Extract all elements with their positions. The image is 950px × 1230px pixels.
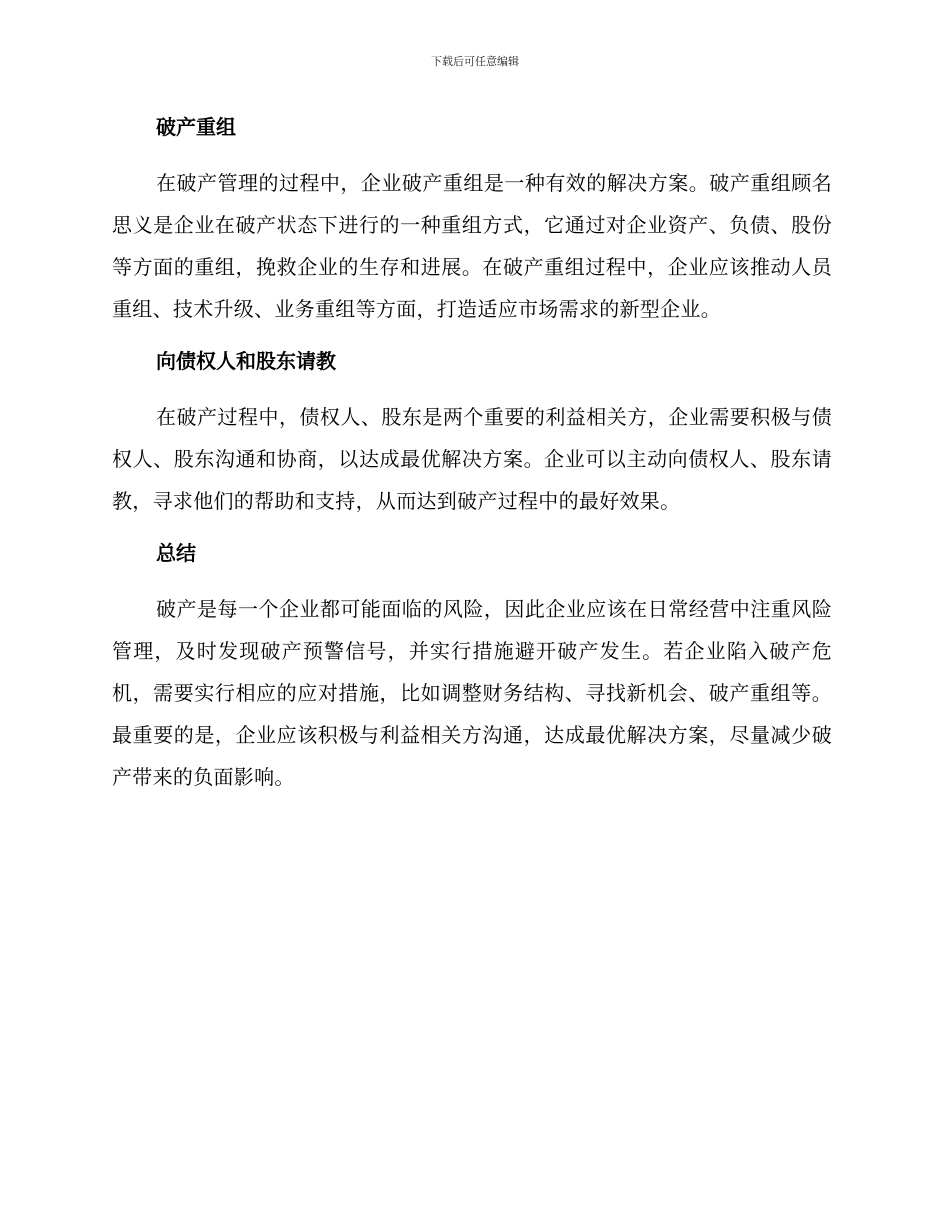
section-heading-bankruptcy-reorganization: 破产重组 xyxy=(156,115,236,139)
section-paragraph-bankruptcy-reorganization: 在破产管理的过程中，企业破产重组是一种有效的解决方案。破产重组顾名思义是企业在破产状态下进行的一种重组方式，它通过对企业资产、负债、股份等方面的重组，挽救企业的生存和进展。在破产重组过程中，企业应该推动人员重组、技术升级、业务重组等方面，打造适应市场需求的新型企业。 xyxy=(112,171,832,321)
page-header: 下载后可任意编辑 xyxy=(431,55,519,68)
document-body xyxy=(112,110,832,798)
section-paragraph-consult-creditors-shareholders: 在破产过程中，债权人、股东是两个重要的利益相关方，企业需要积极与债权人、股东沟通和协商，以达成最优解决方案。企业可以主动向债权人、股东请教，寻求他们的帮助和支持，从而达到破产过程中的最好效果。 xyxy=(112,405,832,513)
section-heading-consult-creditors-shareholders: 向债权人和股东请教 xyxy=(156,349,336,373)
section-paragraph-summary: 破产是每一个企业都可能面临的风险，因此企业应该在日常经营中注重风险管理，及时发现破产预警信号，并实行措施避开破产发生。若企业陷入破产危机，需要实行相应的应对措施，比如调整财务结构、寻找新机会、破产重组等。最重要的是，企业应该积极与利益相关方沟通，达成最优解决方案，尽量减少破产带来的负面影响。 xyxy=(112,597,832,789)
section-heading-summary: 总结 xyxy=(156,541,196,565)
